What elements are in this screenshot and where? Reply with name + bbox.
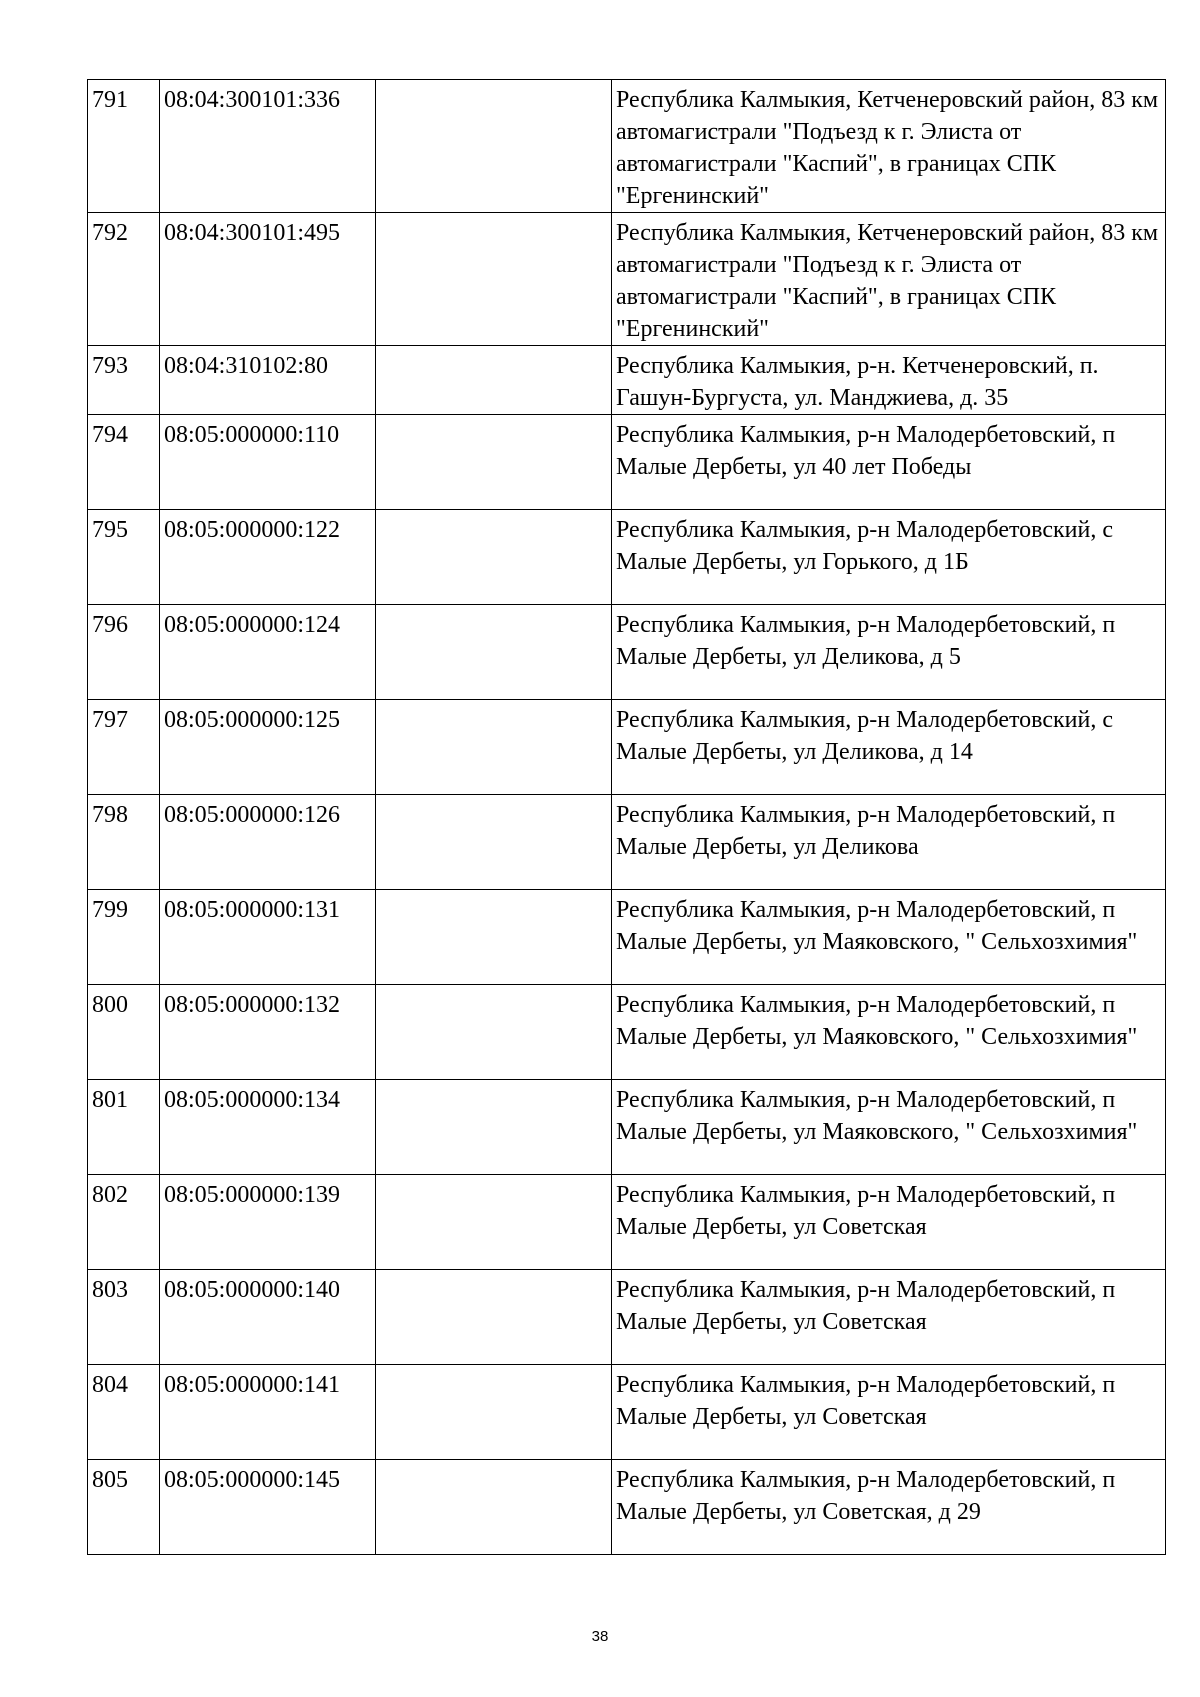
cadastral-number-cell: 08:05:000000:132 — [160, 985, 376, 1080]
row-number-cell: 801 — [88, 1080, 160, 1175]
cadastral-number-cell: 08:05:000000:145 — [160, 1460, 376, 1555]
registry-body — [88, 80, 1166, 1555]
address-cell: Республика Калмыкия, р-н Малодербетовский, п Малые Дербеты, ул Советская — [612, 1270, 1166, 1365]
table-row — [88, 213, 1166, 346]
cadastral-number-cell: 08:05:000000:125 — [160, 700, 376, 795]
row-number-cell: 793 — [88, 346, 160, 415]
row-number-cell: 791 — [88, 80, 160, 213]
row-number-cell: 803 — [88, 1270, 160, 1365]
empty-cell — [376, 346, 612, 415]
row-number-cell: 799 — [88, 890, 160, 985]
row-number-cell: 795 — [88, 510, 160, 605]
table-row — [88, 1080, 1166, 1175]
address-cell: Республика Калмыкия, р-н Малодербетовский, п Малые Дербеты, ул Маяковского, " Сельхозхимия" — [612, 890, 1166, 985]
cadastral-number-cell: 08:04:300101:495 — [160, 213, 376, 346]
row-number-cell: 798 — [88, 795, 160, 890]
empty-cell — [376, 1270, 612, 1365]
cadastral-number-cell: 08:04:300101:336 — [160, 80, 376, 213]
row-number-cell: 796 — [88, 605, 160, 700]
row-number-cell: 794 — [88, 415, 160, 510]
cadastral-number-cell: 08:05:000000:124 — [160, 605, 376, 700]
address-cell: Республика Калмыкия, р-н. Кетченеровский, п. Гашун-Бургуста, ул. Манджиева, д. 35 — [612, 346, 1166, 415]
address-cell: Республика Калмыкия, р-н Малодербетовский, п Малые Дербеты, ул Деликова — [612, 795, 1166, 890]
table-row — [88, 795, 1166, 890]
table-row — [88, 985, 1166, 1080]
address-cell: Республика Калмыкия, р-н Малодербетовский, п Малые Дербеты, ул Советская — [612, 1175, 1166, 1270]
cadastral-number-cell: 08:05:000000:140 — [160, 1270, 376, 1365]
page-number: 38 — [591, 1628, 609, 1645]
address-cell: Республика Калмыкия, р-н Малодербетовский, с Малые Дербеты, ул Горького, д 1Б — [612, 510, 1166, 605]
address-cell: Республика Калмыкия, р-н Малодербетовский, п Малые Дербеты, ул Маяковского, " Сельхозхимия" — [612, 985, 1166, 1080]
address-cell: Республика Калмыкия, р-н Малодербетовский, п Малые Дербеты, ул Советская — [612, 1365, 1166, 1460]
empty-cell — [376, 890, 612, 985]
cadastral-number-cell: 08:05:000000:110 — [160, 415, 376, 510]
address-cell: Республика Калмыкия, р-н Малодербетовский, п Малые Дербеты, ул 40 лет Победы — [612, 415, 1166, 510]
row-number-cell: 802 — [88, 1175, 160, 1270]
table-row — [88, 346, 1166, 415]
empty-cell — [376, 510, 612, 605]
row-number-cell: 800 — [88, 985, 160, 1080]
table-row — [88, 890, 1166, 985]
row-number-cell: 805 — [88, 1460, 160, 1555]
table-row — [88, 1365, 1166, 1460]
empty-cell — [376, 1080, 612, 1175]
empty-cell — [376, 1460, 612, 1555]
table-row — [88, 415, 1166, 510]
table-row — [88, 1460, 1166, 1555]
address-cell: Республика Калмыкия, р-н Малодербетовский, п Малые Дербеты, ул Советская, д 29 — [612, 1460, 1166, 1555]
registry-table — [87, 79, 1166, 1555]
address-cell: Республика Калмыкия, р-н Малодербетовский, п Малые Дербеты, ул Деликова, д 5 — [612, 605, 1166, 700]
address-cell: Республика Калмыкия, р-н Малодербетовский, п Малые Дербеты, ул Маяковского, " Сельхозхимия" — [612, 1080, 1166, 1175]
empty-cell — [376, 795, 612, 890]
empty-cell — [376, 213, 612, 346]
table-row — [88, 1270, 1166, 1365]
cadastral-number-cell: 08:05:000000:134 — [160, 1080, 376, 1175]
cadastral-number-cell: 08:05:000000:122 — [160, 510, 376, 605]
table-row — [88, 80, 1166, 213]
cadastral-number-cell: 08:05:000000:139 — [160, 1175, 376, 1270]
address-cell: Республика Калмыкия, р-н Малодербетовский, с Малые Дербеты, ул Деликова, д 14 — [612, 700, 1166, 795]
cadastral-number-cell: 08:05:000000:126 — [160, 795, 376, 890]
table-row — [88, 605, 1166, 700]
address-cell: Республика Калмыкия, Кетченеровский район, 83 км автомагистрали "Подъезд к г. Элиста от автомагистрали "Каспий", в границах СПК "Ергенинский" — [612, 80, 1166, 213]
empty-cell — [376, 1175, 612, 1270]
empty-cell — [376, 985, 612, 1080]
table-row — [88, 1175, 1166, 1270]
table-row — [88, 700, 1166, 795]
cadastral-number-cell: 08:05:000000:131 — [160, 890, 376, 985]
table-row — [88, 510, 1166, 605]
address-cell: Республика Калмыкия, Кетченеровский район, 83 км автомагистрали "Подъезд к г. Элиста от автомагистрали "Каспий", в границах СПК "Ергенинский" — [612, 213, 1166, 346]
empty-cell — [376, 1365, 612, 1460]
empty-cell — [376, 415, 612, 510]
empty-cell — [376, 80, 612, 213]
empty-cell — [376, 700, 612, 795]
row-number-cell: 792 — [88, 213, 160, 346]
row-number-cell: 804 — [88, 1365, 160, 1460]
cadastral-number-cell: 08:04:310102:80 — [160, 346, 376, 415]
cadastral-number-cell: 08:05:000000:141 — [160, 1365, 376, 1460]
row-number-cell: 797 — [88, 700, 160, 795]
empty-cell — [376, 605, 612, 700]
